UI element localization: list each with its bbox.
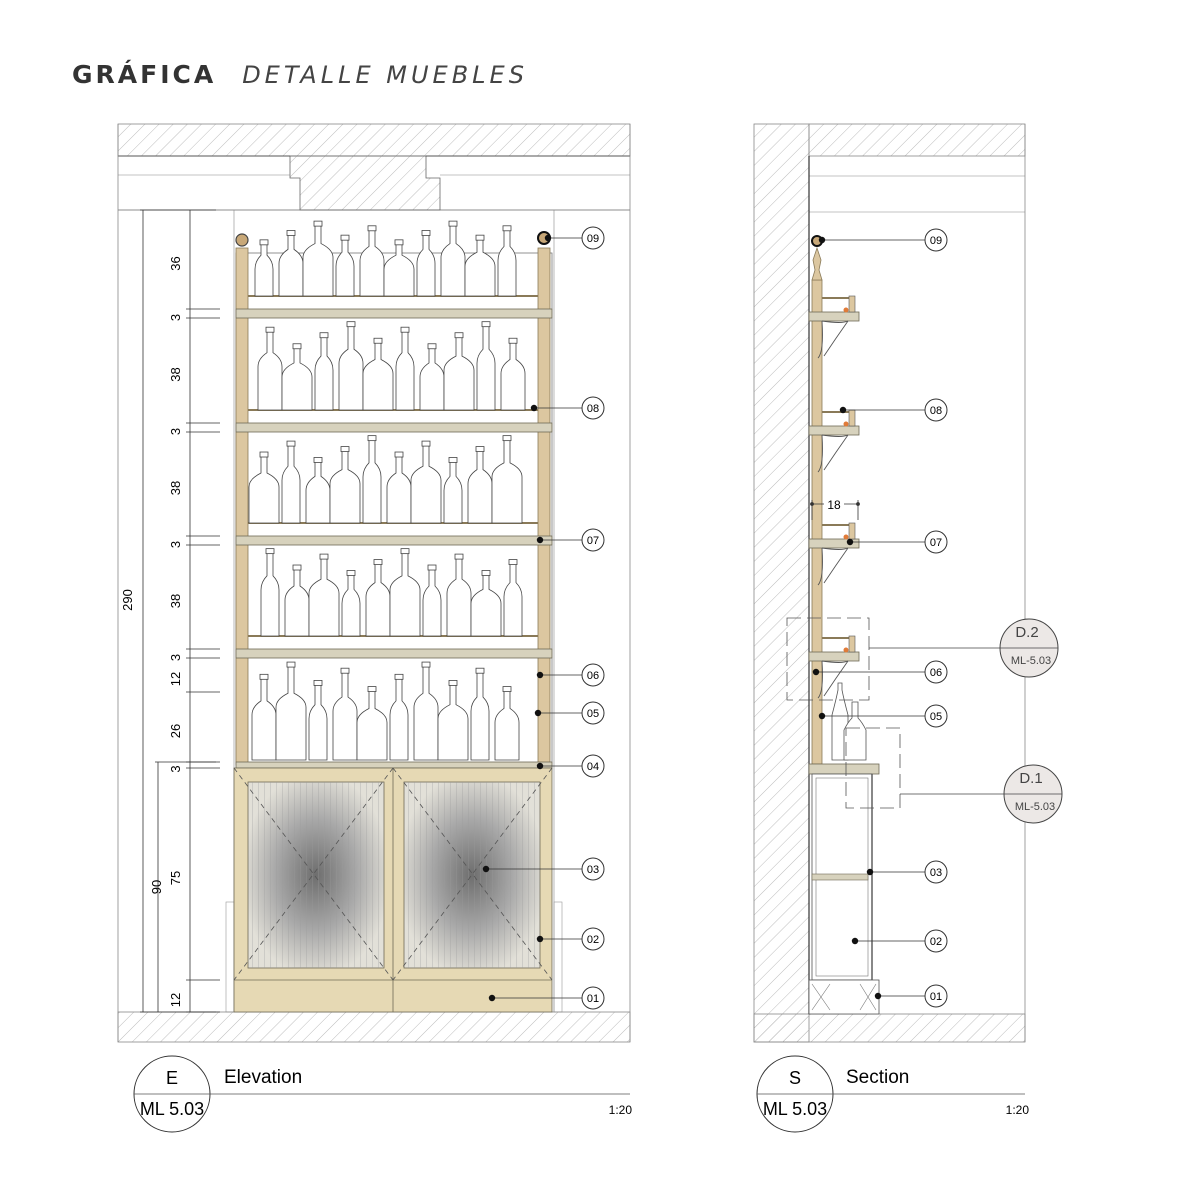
elevation-view <box>118 124 632 1132</box>
bottle-cap <box>509 560 517 565</box>
bottle-cap <box>314 680 322 685</box>
section-leader-dot <box>813 669 819 675</box>
section-view-code: S <box>788 1068 802 1088</box>
section-leader-dot <box>847 539 853 545</box>
elevation-callout-label: 08 <box>586 403 600 415</box>
bottle <box>390 553 420 636</box>
elevation-leader-dot <box>531 405 537 411</box>
bottle-cap <box>503 687 511 692</box>
bottle-cap <box>368 436 376 441</box>
elevation-callout-label: 02 <box>586 934 600 946</box>
page-subtitle: DETALLE MUEBLES <box>242 61 528 89</box>
dim-segment: 38 <box>168 367 183 382</box>
elevation-callout-label: 05 <box>586 708 600 720</box>
section-leader-dot <box>852 938 858 944</box>
bottle-cap <box>476 668 484 673</box>
bottle <box>387 456 411 523</box>
bottle-cap <box>503 436 511 441</box>
bottle-cap <box>422 662 430 667</box>
bottle-cap <box>395 674 403 679</box>
section-callout-label: 08 <box>929 405 943 417</box>
bottle-cap <box>395 452 403 457</box>
bottle <box>444 337 474 410</box>
bottle-cap <box>455 333 463 338</box>
elevation-callout-label: 06 <box>586 670 600 682</box>
section-view-reference: ML 5.03 <box>762 1099 828 1119</box>
bottle-cap <box>341 235 349 240</box>
bottle <box>357 691 387 760</box>
bottle-cap <box>455 554 463 559</box>
bottle <box>366 564 390 636</box>
section-callout-label: 03 <box>929 867 943 879</box>
elevation-leader-dot <box>535 710 541 716</box>
bottle <box>309 684 327 760</box>
section-ceiling <box>809 124 1025 156</box>
view-reference: ML 5.03 <box>139 1099 205 1119</box>
bottle-cap <box>341 447 349 452</box>
dim-segment: 38 <box>168 593 183 609</box>
detail-reference: ML-5.03 <box>1010 655 1052 667</box>
elevation-callout-label: 09 <box>586 233 600 245</box>
bottle <box>444 461 462 523</box>
bottle-cap <box>449 221 457 226</box>
bottle <box>276 666 306 760</box>
bottle-cap <box>347 570 355 575</box>
bottle <box>414 666 438 760</box>
bottle-cap <box>368 226 376 231</box>
bottle-cap <box>422 441 430 446</box>
bottle-cap <box>266 549 274 554</box>
section-callout-label: 02 <box>929 936 943 948</box>
dim-base-height: 90 <box>149 879 164 895</box>
bottle-cap <box>341 668 349 673</box>
bottle-cap <box>395 240 403 245</box>
bottle-cap <box>293 565 301 570</box>
ceiling-slab <box>118 124 630 156</box>
bottle <box>417 234 435 296</box>
bottle-cap <box>368 687 376 692</box>
section-floor <box>754 1014 1025 1042</box>
detail-code: D.2 <box>1015 624 1039 641</box>
bottle <box>360 230 384 296</box>
bottle-cap <box>260 674 268 679</box>
bottle-display <box>249 221 525 760</box>
section-shelf <box>809 652 859 661</box>
bottle-cap <box>449 457 457 462</box>
bottle-cap <box>287 230 295 235</box>
post-right <box>538 248 550 764</box>
bottle <box>471 672 489 760</box>
bottle-cap <box>287 441 295 446</box>
section-shelf <box>809 312 859 321</box>
bottle-cap <box>260 240 268 245</box>
section-callout-label: 01 <box>929 991 943 1003</box>
bottle-cap <box>503 226 511 231</box>
bottle-cap <box>482 322 490 327</box>
bottle-cap <box>509 338 517 343</box>
section-plinth <box>809 980 879 1014</box>
elevation-leader-dot <box>537 936 543 942</box>
section-leader-dot <box>867 869 873 875</box>
shelf-depth-label: 18 <box>827 498 841 512</box>
brand-title: GRÁFICA <box>72 60 217 89</box>
bottle <box>384 244 414 296</box>
bottle <box>492 440 522 523</box>
bottle-cap <box>428 565 436 570</box>
bottle <box>495 691 519 760</box>
bottle <box>411 445 441 523</box>
dim-segment: 12 <box>168 992 183 1008</box>
section-leader-dot <box>840 407 846 413</box>
scale-label: 1:20 <box>608 1103 632 1117</box>
bottle-cap <box>476 235 484 240</box>
bottle <box>396 331 414 410</box>
detail-code: D.1 <box>1019 770 1043 787</box>
bottle <box>309 558 339 636</box>
elevation-callout-label: 03 <box>586 864 600 876</box>
bottle-cap <box>401 549 409 554</box>
dim-segment: 3 <box>168 653 183 662</box>
bottle-cap <box>314 457 322 462</box>
floor-slab <box>118 1012 630 1042</box>
bottle-cap <box>347 322 355 327</box>
bottle-cap <box>320 554 328 559</box>
elevation-leader-dot <box>545 235 551 241</box>
bottle <box>336 239 354 296</box>
bottle-cap <box>401 327 409 332</box>
section-countertop <box>809 764 879 774</box>
post-left <box>236 248 248 764</box>
bottle <box>363 342 393 410</box>
section-callout-label: 06 <box>929 667 943 679</box>
section-callout-label: 07 <box>929 537 943 549</box>
section-leader-dot <box>819 713 825 719</box>
elevation-leader-dot <box>489 995 495 1001</box>
section-wall <box>754 124 809 1042</box>
dim-segment: 3 <box>168 765 183 773</box>
section-leader-dot <box>875 993 881 999</box>
bottle <box>342 574 360 636</box>
bottle-cap <box>482 570 490 575</box>
bottle <box>477 326 495 410</box>
bottle <box>501 342 525 410</box>
section-leader-dot <box>819 237 825 243</box>
section-callout-label: 09 <box>929 235 943 247</box>
dim-segment: 3 <box>168 427 183 436</box>
section-scale-label: 1:20 <box>1005 1103 1029 1117</box>
bottle <box>441 225 465 296</box>
bottle <box>306 461 330 523</box>
bottle-cap <box>374 560 382 565</box>
dim-segment: 3 <box>168 313 183 322</box>
bottle <box>420 348 444 410</box>
bottle <box>471 574 501 636</box>
dim-segment: 3 <box>168 540 183 549</box>
bottle-cap <box>293 344 301 349</box>
bottle <box>423 569 441 636</box>
section-view-title: Section <box>846 1067 910 1088</box>
bottle <box>303 225 333 296</box>
bottle <box>315 337 333 410</box>
bottle <box>333 672 357 760</box>
bottle <box>465 239 495 296</box>
dim-segment: 12 <box>168 671 183 687</box>
bottle-cap <box>428 344 436 349</box>
bottle <box>252 678 276 760</box>
elevation-leader-dot <box>537 763 543 769</box>
view-code: E <box>165 1068 179 1088</box>
elevation-callout-label: 01 <box>586 993 600 1005</box>
dim-segment: 75 <box>168 870 183 886</box>
section-shelf <box>809 426 859 435</box>
bottle <box>282 348 312 410</box>
bottle <box>390 678 408 760</box>
bottle-cap <box>320 333 328 338</box>
elevation-leader-dot <box>483 866 489 872</box>
dim-segment: 38 <box>168 480 183 496</box>
bottle-cap <box>287 662 295 667</box>
bottle <box>330 451 360 523</box>
section-view <box>754 124 1062 1132</box>
bottle <box>339 326 363 410</box>
ceiling-beam <box>290 156 440 210</box>
detail-reference: ML-5.03 <box>1014 801 1056 813</box>
bottle <box>249 456 279 523</box>
bottle <box>438 684 468 760</box>
bottle <box>279 234 303 296</box>
bottle <box>504 564 522 636</box>
view-title: Elevation <box>224 1067 303 1088</box>
bottle <box>282 445 300 523</box>
elevation-callout-label: 04 <box>586 761 600 773</box>
dim-overall-height: 290 <box>120 589 135 611</box>
elevation-callout-label: 07 <box>586 535 600 547</box>
bottle-cap <box>266 327 274 332</box>
bottle <box>258 331 282 410</box>
elevation-leader-dot <box>537 537 543 543</box>
bottle <box>285 569 309 636</box>
bottle-cap <box>449 680 457 685</box>
finial-left <box>236 234 248 246</box>
bottle <box>447 558 471 636</box>
bottle-cap <box>422 230 430 235</box>
bottle <box>468 451 492 523</box>
elevation-leader-dot <box>537 672 543 678</box>
bottle-cap <box>260 452 268 457</box>
dim-segment: 26 <box>168 723 183 739</box>
bottle-cap <box>314 221 322 226</box>
section-callout-label: 05 <box>929 711 943 723</box>
bottle <box>261 553 279 636</box>
bottle-cap <box>374 338 382 343</box>
bottle <box>255 244 273 296</box>
bottle <box>363 440 381 523</box>
bottle-cap <box>476 447 484 452</box>
dim-segment: 36 <box>168 256 183 271</box>
bottle <box>498 230 516 296</box>
